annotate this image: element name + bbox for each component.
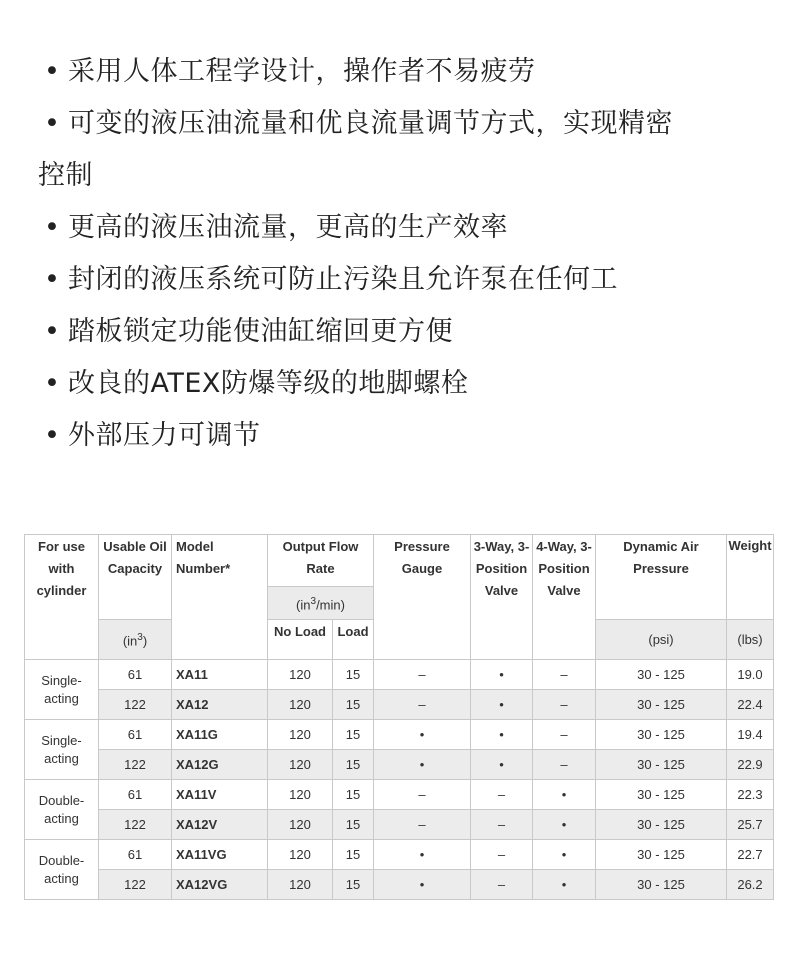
model-number: XA12 [172, 690, 268, 720]
bullet-icon: • [44, 212, 61, 243]
model-number: XA12VG [172, 870, 268, 900]
model-number: XA11 [172, 660, 268, 690]
header-weight: Weight [727, 535, 774, 620]
feature-list [0, 46, 790, 462]
cylinder-type: Double-acting [25, 780, 99, 840]
table-row: Single-acting 61 XA11G 120 15 • • – 30 - 125 19.4 [25, 720, 774, 750]
header-flow: Output Flow Rate [268, 535, 374, 587]
bullet-icon: • [44, 316, 61, 347]
header-capacity: Usable Oil Capacity [99, 535, 172, 620]
table-row: 122 XA12G 120 15 • • – 30 - 125 22.9 [25, 750, 774, 780]
table-row: 122 XA12 120 15 – • – 30 - 125 22.4 [25, 690, 774, 720]
header-weight-unit: (lbs) [727, 620, 774, 660]
header-valve3: 3-Way, 3-Position Valve [471, 535, 533, 660]
table-row: Double-acting 61 XA11VG 120 15 • – • 30 - 125 22.7 [25, 840, 774, 870]
feature-item: • 可变的液压油流量和优良流量调节方式，实现精密 [0, 98, 790, 150]
header-model: Model Number* [172, 535, 268, 660]
feature-item: • 采用人体工程学设计，操作者不易疲劳 [0, 46, 790, 98]
model-number: XA12G [172, 750, 268, 780]
header-flow-unit: $(in^3/\min)$ [268, 587, 374, 620]
cylinder-type: Single-acting [25, 720, 99, 780]
header-capacity-unit: $(in^3)$ [99, 620, 172, 660]
spec-table [24, 534, 774, 900]
bullet-icon: • [44, 420, 61, 451]
header-air: Dynamic Air Pressure [596, 535, 727, 620]
bullet-icon: • [44, 108, 61, 139]
table-row: 122 XA12VG 120 15 • – • 30 - 125 26.2 [25, 870, 774, 900]
table-row: Double-acting 61 XA11V 120 15 – – • 30 - 125 22.3 [25, 780, 774, 810]
feature-item: • 封闭的液压系统可防止污染且允许泵在任何工 [0, 254, 790, 306]
table-row: Single-acting 61 XA11 120 15 – • – 30 - 125 19.0 [25, 660, 774, 690]
header-load: Load [333, 620, 374, 660]
model-number: XA12V [172, 810, 268, 840]
feature-item: • 更高的液压油流量，更高的生产效率 [0, 202, 790, 254]
feature-item-continuation: 控制 [38, 160, 93, 191]
bullet-icon: • [44, 56, 61, 87]
header-no-load: No Load [268, 620, 333, 660]
bullet-icon: • [44, 264, 61, 295]
model-number: XA11VG [172, 840, 268, 870]
feature-item: • 踏板锁定功能使油缸缩回更方便 [0, 306, 790, 358]
header-air-unit: (psi) [596, 620, 727, 660]
model-number: XA11G [172, 720, 268, 750]
header-cylinder: For use with cylinder [25, 535, 99, 660]
bullet-icon: • [44, 368, 61, 399]
table-row: 122 XA12V 120 15 – – • 30 - 125 25.7 [25, 810, 774, 840]
header-valve4: 4-Way, 3-Position Valve [533, 535, 596, 660]
cylinder-type: Single-acting [25, 660, 99, 720]
feature-item: • 改良的ATEX防爆等级的地脚螺栓 [0, 358, 790, 410]
model-number: XA11V [172, 780, 268, 810]
feature-item: • 外部压力可调节 [0, 410, 790, 462]
cylinder-type: Double-acting [25, 840, 99, 900]
header-gauge: Pressure Gauge [374, 535, 471, 660]
